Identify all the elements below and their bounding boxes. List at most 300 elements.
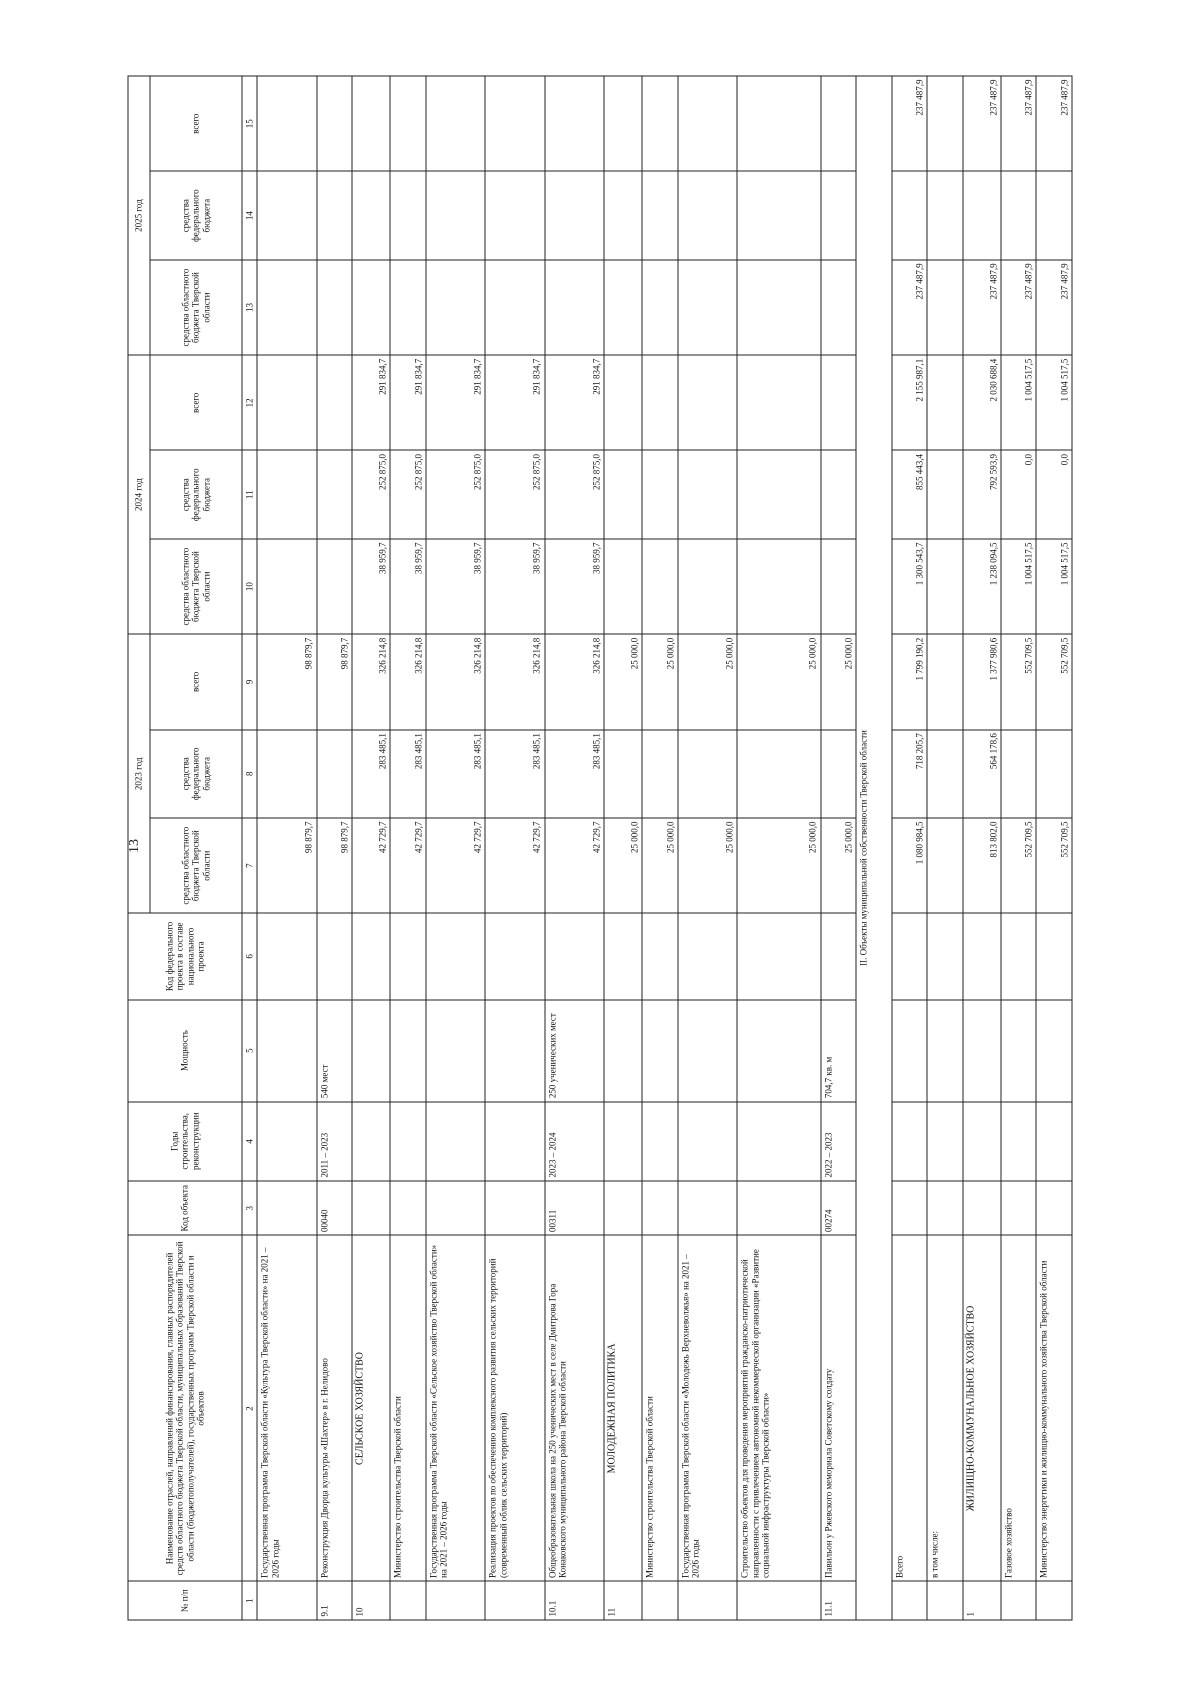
- federal-project-code: [821, 913, 857, 999]
- total-2025: [821, 76, 857, 171]
- federal-2023: [737, 730, 820, 818]
- regional-2023: 25 000,0: [821, 818, 857, 913]
- table-body-part2: [892, 76, 1072, 1620]
- table-row: [485, 76, 544, 1620]
- header-regional: средства областного бюджета Тверской области: [150, 260, 242, 355]
- construction-years: [642, 1102, 678, 1181]
- regional-2023: 42 729,7: [426, 818, 485, 913]
- table-row: [821, 76, 857, 1620]
- construction-years: [678, 1102, 737, 1181]
- total-2025: [390, 76, 426, 171]
- regional-2025: [821, 260, 857, 355]
- federal-2024: 252 875,0: [352, 451, 390, 539]
- header-federal: средства федерального бюджета: [150, 730, 242, 818]
- column-number: 2: [242, 1235, 257, 1581]
- federal-2025: [426, 171, 485, 259]
- regional-2024: [257, 539, 316, 634]
- column-number: 15: [242, 76, 257, 171]
- column-number: 5: [242, 1000, 257, 1102]
- total-2024: 291 834,7: [426, 355, 485, 450]
- row-name: в том числе:: [927, 1235, 963, 1581]
- total-2024: 1 004 517,5: [1001, 355, 1037, 450]
- capacity: [390, 1000, 426, 1102]
- total-2023: 98 879,7: [257, 634, 316, 729]
- row-name: Министерство строительства Тверской области: [390, 1235, 426, 1581]
- table-row: [737, 76, 820, 1620]
- budget-table: [128, 76, 1073, 1621]
- federal-project-code: [927, 913, 963, 999]
- construction-years: 2011 – 2023: [317, 1102, 353, 1181]
- object-code: [390, 1181, 426, 1235]
- total-2023: 326 214,8: [485, 634, 544, 729]
- total-2023: 25 000,0: [678, 634, 737, 729]
- federal-project-code: [892, 913, 928, 999]
- total-2023: 326 214,8: [352, 634, 390, 729]
- federal-2024: [927, 451, 963, 539]
- total-2023: 25 000,0: [821, 634, 857, 729]
- regional-2023: 552 709,5: [1001, 818, 1037, 913]
- total-2024: 291 834,7: [352, 355, 390, 450]
- regional-2023: 813 802,0: [963, 818, 1001, 913]
- construction-years: [927, 1102, 963, 1181]
- federal-project-code: [257, 913, 316, 999]
- federal-project-code: [1036, 913, 1072, 999]
- capacity: [604, 1000, 642, 1102]
- total-2023: 552 709,5: [1036, 634, 1072, 729]
- federal-2024: 252 875,0: [390, 451, 426, 539]
- regional-2025: 237 487,9: [963, 260, 1001, 355]
- federal-2025: [390, 171, 426, 259]
- total-2024: 291 834,7: [390, 355, 426, 450]
- regional-2024: [317, 539, 353, 634]
- regional-2024: [678, 539, 737, 634]
- total-2025: [426, 76, 485, 171]
- capacity: [426, 1000, 485, 1102]
- row-name: Государственная программа Тверской области «Сельское хозяйство Тверской области» на 2021 – 2026 годы: [426, 1235, 485, 1581]
- construction-years: [390, 1102, 426, 1181]
- federal-project-code: [352, 913, 390, 999]
- column-number: 11: [242, 451, 257, 539]
- column-number: 4: [242, 1102, 257, 1181]
- total-2024: [678, 355, 737, 450]
- regional-2025: 237 487,9: [1001, 260, 1037, 355]
- row-number: 10: [352, 1581, 390, 1620]
- federal-2025: [737, 171, 820, 259]
- object-code: [642, 1181, 678, 1235]
- row-name: Министерство энергетики и жилищно-коммунального хозяйства Тверской области: [1036, 1235, 1072, 1581]
- federal-2024: 0,0: [1036, 451, 1072, 539]
- total-2025: [352, 76, 390, 171]
- table-row: [1036, 76, 1072, 1620]
- object-code: [737, 1181, 820, 1235]
- total-2023: 326 214,8: [426, 634, 485, 729]
- federal-project-code: [963, 913, 1001, 999]
- regional-2024: 38 959,7: [390, 539, 426, 634]
- federal-project-code: [390, 913, 426, 999]
- row-name: Общеобразовательная школа на 250 ученических мест в селе Дмитрова Гора Конаковского муниципального района Тверской области: [545, 1235, 604, 1581]
- object-code: 00274: [821, 1181, 857, 1235]
- federal-2025: [1001, 171, 1037, 259]
- table-row: [545, 76, 604, 1620]
- regional-2025: [737, 260, 820, 355]
- table-row: [390, 76, 426, 1620]
- total-2025: [642, 76, 678, 171]
- row-number: [485, 1581, 544, 1620]
- header-capacity: Мощность: [128, 1000, 242, 1102]
- total-2023: 25 000,0: [642, 634, 678, 729]
- capacity: [927, 1000, 963, 1102]
- federal-project-code: [737, 913, 820, 999]
- regional-2024: 1 004 517,5: [1036, 539, 1072, 634]
- table-row: [426, 76, 485, 1620]
- capacity: 250 ученических мест: [545, 1000, 604, 1102]
- regional-2024: 38 959,7: [352, 539, 390, 634]
- construction-years: 2022 – 2023: [821, 1102, 857, 1181]
- row-number: [678, 1581, 737, 1620]
- federal-2023: [317, 730, 353, 818]
- total-2025: [678, 76, 737, 171]
- column-number: 14: [242, 171, 257, 259]
- capacity: [257, 1000, 316, 1102]
- regional-2023: 42 729,7: [545, 818, 604, 913]
- regional-2023: 42 729,7: [352, 818, 390, 913]
- regional-2025: [352, 260, 390, 355]
- federal-2024: 792 593,9: [963, 451, 1001, 539]
- header-code: Код объекта: [128, 1181, 242, 1235]
- total-2024: [927, 355, 963, 450]
- total-2025: [737, 76, 820, 171]
- federal-2025: [257, 171, 316, 259]
- federal-2025: [642, 171, 678, 259]
- column-number: 9: [242, 634, 257, 729]
- total-2024: [317, 355, 353, 450]
- row-name: Государственная программа Тверской области «Молодежь Верхневолжья» на 2021 – 2026 годы: [678, 1235, 737, 1581]
- header-total: всего: [150, 355, 242, 450]
- federal-2023: 283 485,1: [545, 730, 604, 818]
- row-name: Государственная программа Тверской области «Культура Тверской области» на 2021 – 2026 годы: [257, 1235, 316, 1581]
- row-number: 1: [963, 1581, 1001, 1620]
- capacity: [963, 1000, 1001, 1102]
- federal-2024: 252 875,0: [545, 451, 604, 539]
- table-row: [257, 76, 316, 1620]
- federal-2024: [317, 451, 353, 539]
- federal-project-code: [426, 913, 485, 999]
- row-number: [642, 1581, 678, 1620]
- regional-2024: 1 300 543,7: [892, 539, 928, 634]
- capacity: 704,7 кв. м: [821, 1000, 857, 1102]
- federal-project-code: [545, 913, 604, 999]
- federal-2024: 252 875,0: [426, 451, 485, 539]
- header-regional: средства областного бюджета Тверской области: [150, 818, 242, 913]
- object-code: [604, 1181, 642, 1235]
- construction-years: [257, 1102, 316, 1181]
- header-total: всего: [150, 76, 242, 171]
- federal-2024: [257, 451, 316, 539]
- capacity: 540 мест: [317, 1000, 353, 1102]
- capacity: [642, 1000, 678, 1102]
- federal-2025: [485, 171, 544, 259]
- regional-2024: [737, 539, 820, 634]
- total-2024: 2 030 688,4: [963, 355, 1001, 450]
- federal-2023: 564 178,6: [963, 730, 1001, 818]
- row-name: Реализация проектов по обеспечению комплексного развития сельских территорий (современный облик сельских территорий): [485, 1235, 544, 1581]
- federal-project-code: [678, 913, 737, 999]
- column-numbers-row: [242, 76, 257, 1620]
- row-name: СЕЛЬСКОЕ ХОЗЯЙСТВО: [352, 1235, 390, 1581]
- table-row: [1001, 76, 1037, 1620]
- regional-2024: 38 959,7: [485, 539, 544, 634]
- regional-2024: 38 959,7: [426, 539, 485, 634]
- construction-years: [604, 1102, 642, 1181]
- federal-2023: 283 485,1: [352, 730, 390, 818]
- total-2024: [821, 355, 857, 450]
- regional-2025: [390, 260, 426, 355]
- regional-2023: [927, 818, 963, 913]
- total-2024: 291 834,7: [545, 355, 604, 450]
- construction-years: [426, 1102, 485, 1181]
- header-2023: 2023 год: [128, 634, 150, 913]
- table-row: [642, 76, 678, 1620]
- header-2025: 2025 год: [128, 76, 150, 355]
- federal-2023: [927, 730, 963, 818]
- total-2025: 237 487,9: [1036, 76, 1072, 171]
- header-regional: средства областного бюджета Тверской области: [150, 539, 242, 634]
- federal-project-code: [604, 913, 642, 999]
- header-federal: средства федерального бюджета: [150, 171, 242, 259]
- federal-2024: [821, 451, 857, 539]
- regional-2024: 38 959,7: [545, 539, 604, 634]
- federal-2023: [604, 730, 642, 818]
- federal-2023: [821, 730, 857, 818]
- total-2025: [927, 76, 963, 171]
- regional-2023: 42 729,7: [390, 818, 426, 913]
- page-number: 13: [127, 839, 142, 853]
- regional-2023: 25 000,0: [604, 818, 642, 913]
- budget-table-sheet: [128, 76, 1073, 1621]
- column-number: 1: [242, 1581, 257, 1620]
- federal-2025: [678, 171, 737, 259]
- total-2023: 552 709,5: [1001, 634, 1037, 729]
- total-2024: [642, 355, 678, 450]
- total-2024: [257, 355, 316, 450]
- federal-project-code: [642, 913, 678, 999]
- regional-2023: 25 000,0: [737, 818, 820, 913]
- federal-2025: [927, 171, 963, 259]
- total-2023: 25 000,0: [604, 634, 642, 729]
- regional-2025: [604, 260, 642, 355]
- capacity: [1001, 1000, 1037, 1102]
- header-name: Наименование отраслей, направлений финансирования, главных распорядителей средств областного бюджета Тверской области, муниципальных образований Тверской области (бюджетополучателей), государственных программ Тверской области и объектов: [128, 1235, 242, 1581]
- header-federal: средства федерального бюджета: [150, 451, 242, 539]
- row-name: Всего: [892, 1235, 928, 1581]
- regional-2025: [678, 260, 737, 355]
- regional-2023: 98 879,7: [257, 818, 316, 913]
- table-row: [678, 76, 737, 1620]
- construction-years: [485, 1102, 544, 1181]
- federal-2025: [1036, 171, 1072, 259]
- total-2023: [927, 634, 963, 729]
- row-number: [1001, 1581, 1037, 1620]
- regional-2023: 42 729,7: [485, 818, 544, 913]
- total-2023: 1 799 190,2: [892, 634, 928, 729]
- row-number: [737, 1581, 820, 1620]
- row-name: Павильон у Ржевского мемориала Советскому солдату: [821, 1235, 857, 1581]
- object-code: [426, 1181, 485, 1235]
- row-name: ЖИЛИЩНО-КОММУНАЛЬНОЕ ХОЗЯЙСТВО: [963, 1235, 1001, 1581]
- table-row: [963, 76, 1001, 1620]
- total-2023: 25 000,0: [737, 634, 820, 729]
- table-row: [927, 76, 963, 1620]
- capacity: [352, 1000, 390, 1102]
- total-2024: 2 155 987,1: [892, 355, 928, 450]
- row-name: МОЛОДЕЖНАЯ ПОЛИТИКА: [604, 1235, 642, 1581]
- regional-2023: 25 000,0: [642, 818, 678, 913]
- object-code: [963, 1181, 1001, 1235]
- object-code: [678, 1181, 737, 1235]
- construction-years: [737, 1102, 820, 1181]
- section-title: II. Объекты муниципальной собственности Тверской области: [856, 76, 892, 1620]
- object-code: [352, 1181, 390, 1235]
- column-number: 12: [242, 355, 257, 450]
- construction-years: [963, 1102, 1001, 1181]
- capacity: [737, 1000, 820, 1102]
- header-no: № п/п: [128, 1581, 242, 1620]
- federal-2025: [963, 171, 1001, 259]
- federal-project-code: [317, 913, 353, 999]
- column-number: 7: [242, 818, 257, 913]
- federal-2023: [1036, 730, 1072, 818]
- regional-2024: [927, 539, 963, 634]
- federal-2023: 283 485,1: [390, 730, 426, 818]
- construction-years: [1036, 1102, 1072, 1181]
- regional-2025: 237 487,9: [892, 260, 928, 355]
- row-name: Реконструкция Дворца культуры «Шахтер» в г. Нелидово: [317, 1235, 353, 1581]
- total-2023: 326 214,8: [390, 634, 426, 729]
- federal-2024: 252 875,0: [485, 451, 544, 539]
- table-row: [604, 76, 642, 1620]
- column-number: 13: [242, 260, 257, 355]
- federal-project-code: [485, 913, 544, 999]
- federal-2023: 283 485,1: [485, 730, 544, 818]
- total-2023: 326 214,8: [545, 634, 604, 729]
- total-2024: [737, 355, 820, 450]
- federal-2024: [678, 451, 737, 539]
- federal-project-code: [1001, 913, 1037, 999]
- row-number: [1036, 1581, 1072, 1620]
- row-number: [892, 1581, 928, 1620]
- regional-2025: [927, 260, 963, 355]
- regional-2023: 1 080 984,5: [892, 818, 928, 913]
- total-2024: 291 834,7: [485, 355, 544, 450]
- regional-2025: [426, 260, 485, 355]
- total-2025: [257, 76, 316, 171]
- federal-2024: [604, 451, 642, 539]
- column-number: 10: [242, 539, 257, 634]
- section-title-row: [856, 76, 892, 1620]
- object-code: [927, 1181, 963, 1235]
- column-number: 8: [242, 730, 257, 818]
- construction-years: [352, 1102, 390, 1181]
- header-total: всего: [150, 634, 242, 729]
- header-fed-code: Код федерального проекта в составе национального проекта: [128, 913, 242, 999]
- total-2024: 1 004 517,5: [1036, 355, 1072, 450]
- row-number: 10.1: [545, 1581, 604, 1620]
- table-body-part1: [257, 76, 856, 1620]
- regional-2025: [642, 260, 678, 355]
- row-number: 11: [604, 1581, 642, 1620]
- row-number: [390, 1581, 426, 1620]
- federal-2023: 283 485,1: [426, 730, 485, 818]
- regional-2025: [545, 260, 604, 355]
- object-code: [892, 1181, 928, 1235]
- header-years: Годы строительства, реконструкции: [128, 1102, 242, 1181]
- federal-2025: [317, 171, 353, 259]
- federal-2024: 855 443,4: [892, 451, 928, 539]
- total-2025: [485, 76, 544, 171]
- federal-2025: [604, 171, 642, 259]
- object-code: [1036, 1181, 1072, 1235]
- object-code: [1001, 1181, 1037, 1235]
- object-code: 00040: [317, 1181, 353, 1235]
- column-number: 6: [242, 913, 257, 999]
- row-number: 11.1: [821, 1581, 857, 1620]
- federal-2023: [257, 730, 316, 818]
- federal-2023: [1001, 730, 1037, 818]
- capacity: [678, 1000, 737, 1102]
- total-2025: 237 487,9: [1001, 76, 1037, 171]
- federal-2025: [821, 171, 857, 259]
- row-name: Строительство объектов для проведения мероприятий гражданско-патриотической направленности с привлечением автономной некоммерческой организации «Развитие социальной инфраструктуры Тверской области»: [737, 1235, 820, 1581]
- regional-2023: 552 709,5: [1036, 818, 1072, 913]
- total-2024: [604, 355, 642, 450]
- object-code: 00311: [545, 1181, 604, 1235]
- total-2023: 98 879,7: [317, 634, 353, 729]
- regional-2024: 1 004 517,5: [1001, 539, 1037, 634]
- construction-years: 2023 – 2024: [545, 1102, 604, 1181]
- table-row: [892, 76, 928, 1620]
- construction-years: [892, 1102, 928, 1181]
- total-2023: 1 377 980,6: [963, 634, 1001, 729]
- construction-years: [1001, 1102, 1037, 1181]
- regional-2024: [821, 539, 857, 634]
- row-name: Газовое хозяйство: [1001, 1235, 1037, 1581]
- row-number: [927, 1581, 963, 1620]
- total-2025: [545, 76, 604, 171]
- row-name: Министерство строительства Тверской области: [642, 1235, 678, 1581]
- table-row: [352, 76, 390, 1620]
- regional-2024: [604, 539, 642, 634]
- federal-2024: [642, 451, 678, 539]
- row-number: [426, 1581, 485, 1620]
- regional-2023: 98 879,7: [317, 818, 353, 913]
- capacity: [1036, 1000, 1072, 1102]
- object-code: [257, 1181, 316, 1235]
- regional-2025: [317, 260, 353, 355]
- capacity: [892, 1000, 928, 1102]
- federal-2025: [545, 171, 604, 259]
- object-code: [485, 1181, 544, 1235]
- capacity: [485, 1000, 544, 1102]
- regional-2024: [642, 539, 678, 634]
- federal-2025: [892, 171, 928, 259]
- table-row: [317, 76, 353, 1620]
- regional-2025: [485, 260, 544, 355]
- row-number: [257, 1581, 316, 1620]
- federal-2024: [737, 451, 820, 539]
- total-2025: [604, 76, 642, 171]
- header-2024: 2024 год: [128, 355, 150, 634]
- federal-2023: [642, 730, 678, 818]
